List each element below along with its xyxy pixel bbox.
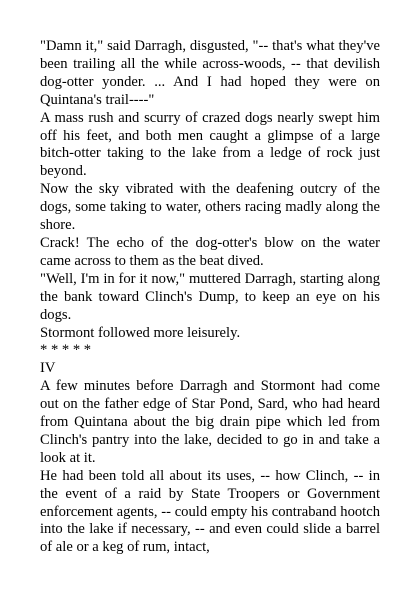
paragraph-stormont-followed: Stormont followed more leisurely.: [40, 324, 241, 341]
paragraph-few-minutes-before: A few minutes before Darragh and Stormont had come out on the father edge of Star Pond, Sard, who had heard from Quintana about the big drain pipe which led from Clinch's pantry into the lake, decided to go in and take a look at it.: [40, 378, 380, 466]
paragraph-darragh-disgusted: "Damn it," said Darragh, disgusted, "-- that's what they've been trailing all the while across-woods, -- that devilish dog-otter yonder. ... And I had hoped they were on Quintana's trail----": [40, 38, 380, 108]
paragraph-in-for-it: "Well, I'm in for it now," muttered Darragh, starting along the bank toward Clinch's Dump, to keep an eye on his dogs.: [40, 270, 380, 323]
paragraph-mass-rush: A mass rush and scurry of crazed dogs nearly swept him off his feet, and both men caught a glimpse of a large bitch-otter taking to the lake from a ledge of rock just beyond.: [40, 109, 380, 180]
paragraph-sky-vibrated: Now the sky vibrated with the deafening outcry of the dogs, some taking to water, others racing madly along the shore.: [40, 181, 380, 234]
paragraph-crack: Crack! The echo of the dog-otter's blow on the water came across to them as the beat dived.: [40, 234, 380, 269]
page-text-body: [40, 38, 380, 557]
section-break: * * * * *: [40, 342, 92, 359]
chapter-heading: IV: [40, 360, 56, 377]
paragraph-told-uses: He had been told all about its uses, -- how Clinch, -- in the event of a raid by State Troopers or Government enforcement agents, -- could empty his contraband hootch into the lake if necessary, -- and even could slide a barrel of ale or a keg of rum, intact,: [40, 467, 380, 556]
